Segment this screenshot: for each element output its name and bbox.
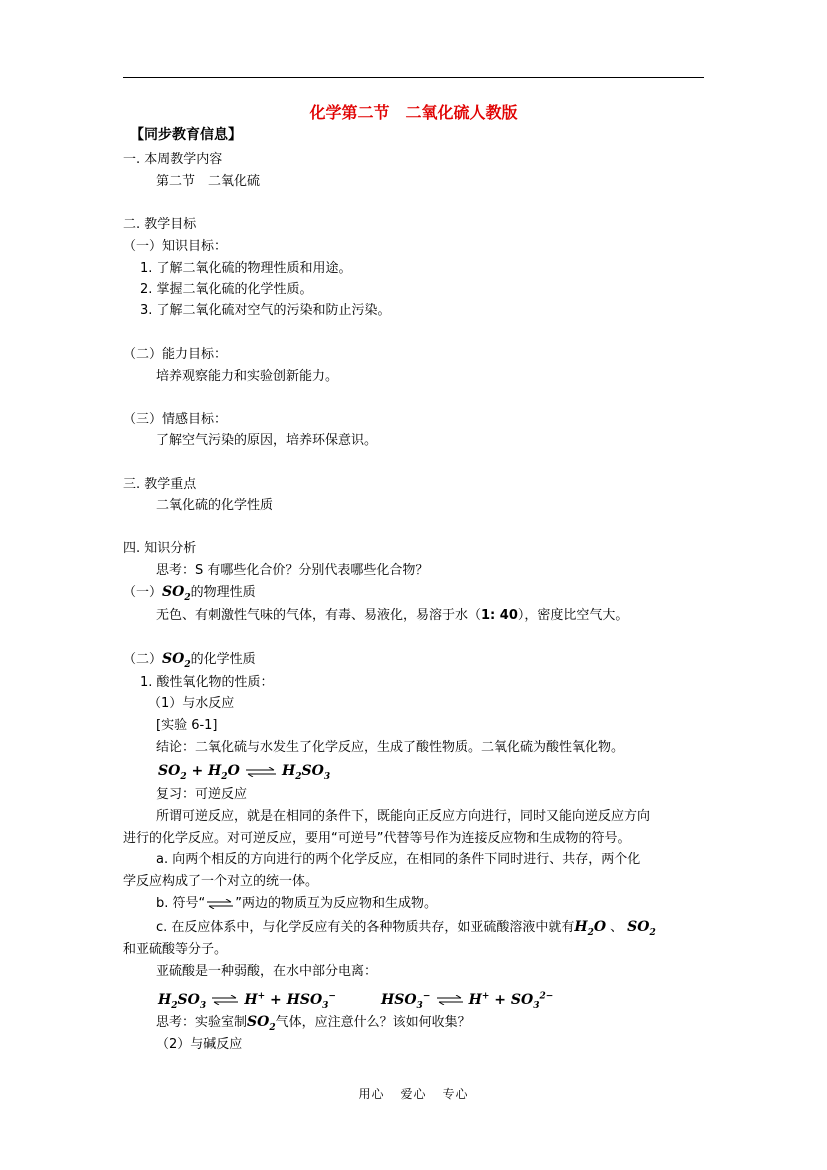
heading-react-base: （2）与碱反应 bbox=[156, 1037, 243, 1052]
heading-acidic-oxide: 1. 酸性氧化物的性质： bbox=[140, 675, 274, 690]
reversible-arrow-icon bbox=[437, 995, 463, 1005]
reversible-arrow-icon bbox=[246, 767, 276, 777]
equation-ionization-2: $HSO_3^-$ $H^+ + SO_3^{2-}$ bbox=[381, 991, 554, 1011]
formula-so2: $SO_2$ bbox=[162, 584, 191, 603]
equation-ionization-1: $H_2SO_3$ $H^+ + HSO_3^-$ bbox=[158, 991, 336, 1011]
conclusion-text: 结论：二氧化硫与水发生了化学反应，生成了酸性物质。二氧化硫为酸性氧化物。 bbox=[156, 740, 625, 755]
knowledge-item-2: 2. 掌握二氧化硫的化学性质。 bbox=[140, 282, 313, 297]
reversible-arrow-icon bbox=[212, 995, 238, 1005]
heading-weekly-content: 一. 本周教学内容 bbox=[123, 152, 223, 167]
reversible-arrow-icon bbox=[207, 899, 233, 909]
footer-text: 用心 bbox=[358, 1087, 385, 1101]
page-title: 化学第二节 二氧化硫人教版 bbox=[309, 103, 518, 122]
heading-knowledge-analysis: 四. 知识分析 bbox=[123, 541, 197, 556]
knowledge-item-1: 1. 了解二氧化硫的物理性质和用途。 bbox=[140, 261, 352, 276]
heading-chemical-properties: （二）$SO_2$的化学性质 bbox=[123, 651, 256, 670]
review-label: 复习：可逆反应 bbox=[156, 787, 248, 802]
think-question-2: 思考：实验室制$SO_2$气体，应注意什么？该如何收集？ bbox=[156, 1014, 471, 1033]
heading-key-points: 三. 教学重点 bbox=[123, 477, 197, 492]
weekly-content: 第二节 二氧化硫 bbox=[156, 174, 261, 189]
physical-properties-content: 无色、有刺激性气味的气体，有毒、易液化，易溶于水（1: 40），密度比空气大。 bbox=[156, 608, 629, 623]
formula-so2: $SO_2$ bbox=[627, 919, 656, 938]
page-footer bbox=[0, 1085, 827, 1102]
equation-so2-water: $SO_2 + H_2O$ $H_2SO_3$ bbox=[158, 763, 331, 782]
heading-emotion-objectives: （三）情感目标： bbox=[123, 412, 228, 427]
formula-so2: $SO_2$ bbox=[247, 1014, 276, 1033]
heading-react-water: （1）与水反应 bbox=[148, 696, 235, 711]
ability-content: 培养观察能力和实验创新能力。 bbox=[156, 369, 339, 384]
key-points-content: 二氧化硫的化学性质 bbox=[156, 498, 274, 513]
formula-so2: $SO_2$ bbox=[162, 651, 191, 670]
heading-knowledge-objectives: （一）知识目标： bbox=[123, 239, 228, 254]
reversible-definition-2: 进行的化学反应。对可逆反应，要用“可逆号”代替等号作为连接反应物和生成物的符号。 bbox=[123, 831, 631, 846]
emotion-content: 了解空气污染的原因，培养环保意识。 bbox=[156, 433, 378, 448]
point-b: b. 符号“ ”两边的物质互为反应物和生成物。 bbox=[156, 896, 438, 911]
section-header: 【同步教育信息】 bbox=[130, 127, 242, 143]
point-a-1: a. 向两个相反的方向进行的两个化学反应，在相同的条件下同时进行、共存，两个化 bbox=[156, 852, 641, 867]
formula-h2o: $H_2O$ bbox=[574, 919, 607, 938]
point-c-2: 和亚硫酸等分子。 bbox=[123, 942, 228, 957]
solubility-ratio: 1: 40 bbox=[481, 608, 518, 623]
footer-text: 专心 bbox=[442, 1087, 469, 1101]
footer-text: 爱心 bbox=[400, 1087, 427, 1101]
reversible-definition-1: 所谓可逆反应，就是在相同的条件下，既能向正反应方向进行，同时又能向逆反应方向 bbox=[156, 809, 651, 824]
heading-objectives: 二. 教学目标 bbox=[123, 217, 197, 232]
weak-acid-text: 亚硫酸是一种弱酸，在水中部分电离： bbox=[156, 964, 378, 979]
point-c-1: c. 在反应体系中，与化学反应有关的各种物质共存，如亚硫酸溶液中就有$H_2O$ 、 $SO_2$ bbox=[156, 919, 656, 938]
knowledge-item-3: 3. 了解二氧化硫对空气的污染和防止污染。 bbox=[140, 303, 391, 318]
think-question-1: 思考：S 有哪些化合价？分别代表哪些化合物？ bbox=[156, 563, 429, 578]
heading-physical-properties: （一）$SO_2$的物理性质 bbox=[123, 584, 256, 603]
experiment-label: [实验 6-1] bbox=[156, 718, 218, 733]
point-a-2: 学反应构成了一个对立的统一体。 bbox=[123, 874, 319, 889]
header-rule bbox=[123, 77, 704, 78]
heading-ability-objectives: （二）能力目标： bbox=[123, 347, 228, 362]
